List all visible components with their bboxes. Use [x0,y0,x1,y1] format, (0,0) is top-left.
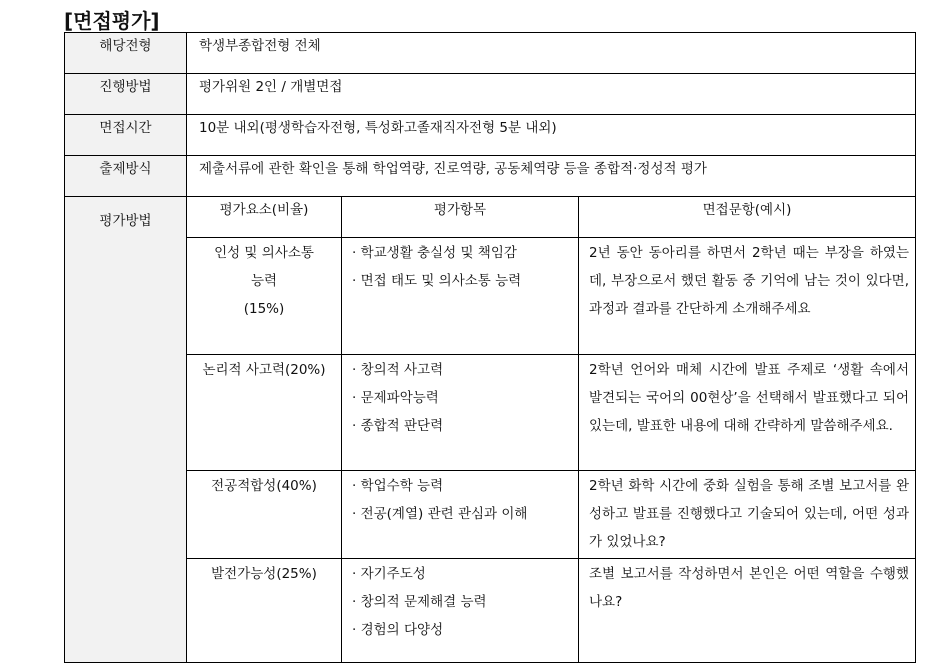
column-header-factor: 평가요소(비율) [187,197,342,238]
factor-name: 발전가능성(25%) [187,559,342,663]
row-value: 제출서류에 관한 확인을 통해 학업역량, 진로역량, 공동체역량 등을 종합적·정성적 평가 [187,156,916,197]
row-value: 평가위원 2인 / 개별면접 [187,74,916,115]
example-question: 조별 보고서를 작성하면서 본인은 어떤 역할을 수행했나요? [579,559,916,663]
table-row [65,355,916,471]
factor-items: · 학교생활 충실성 및 책임감 · 면접 태도 및 의사소통 능력 [342,238,579,355]
row-value: 학생부종합전형 전체 [187,33,916,74]
table-row [65,74,916,115]
factor-name: 논리적 사고력(20%) [187,355,342,471]
row-label: 진행방법 [65,74,187,115]
factor-items: · 창의적 사고력 · 문제파악능력 · 종합적 판단력 [342,355,579,471]
table-row [65,33,916,74]
row-label: 면접시간 [65,115,187,156]
example-question: 2학년 화학 시간에 중화 실험을 통해 조별 보고서를 완성하고 발표를 진행했다고 기술되어 있는데, 어떤 성과가 있었나요? [579,471,916,559]
example-question: 2학년 언어와 매체 시간에 발표 주제로 ‘생활 속에서 발견되는 국어의 00현상’을 선택해서 발표했다고 되어있는데, 발표한 내용에 대해 간략하게 말씀해주세요. [579,355,916,471]
table-row [65,471,916,559]
factor-name: 전공적합성(40%) [187,471,342,559]
table-row [65,115,916,156]
interview-evaluation-table [64,32,916,663]
table-row [65,197,916,238]
table-row [65,156,916,197]
factor-items: · 학업수학 능력 · 전공(계열) 관련 관심과 이해 [342,471,579,559]
row-label: 출제방식 [65,156,187,197]
row-label: 해당전형 [65,33,187,74]
table-row [65,559,916,663]
factor-name: 인성 및 의사소통 능력 (15%) [187,238,342,355]
table-row [65,238,916,355]
example-question: 2년 동안 동아리를 하면서 2학년 때는 부장을 하였는데, 부장으로서 했던 활동 중 기억에 남는 것이 있다면, 과정과 결과를 간단하게 소개해주세요 [579,238,916,355]
row-label: 평가방법 [65,197,187,663]
column-header-items: 평가항목 [342,197,579,238]
page-title: [면접평가] [64,9,160,33]
factor-items: · 자기주도성 · 창의적 문제해결 능력 · 경험의 다양성 [342,559,579,663]
column-header-example: 면접문항(예시) [579,197,916,238]
row-value: 10분 내외(평생학습자전형, 특성화고졸재직자전형 5분 내외) [187,115,916,156]
